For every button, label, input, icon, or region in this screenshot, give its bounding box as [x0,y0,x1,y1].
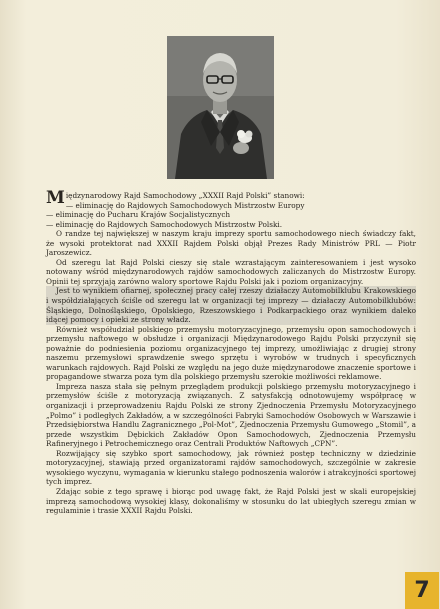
body-paragraph: Impreza nasza stała się pełnym przeglądem produkcji polskiego przemysłu motoryzacyjnego i przemysłów ściśle z motoryzacją związanych. Z satysfakcją odnotowujemy współpracę w organizacji i przeprowadzeniu Rajdu Polski ze strony Zjednoczenia Przemysłu Motoryzacyjnego „Polmo” i podległych Zakładów, a w szczególności Fabryki Samochodów Osobowych w Warszawie i Przedsiębiorstwa Handlu Zagranicznego „Pol-Mot”, Zjednoczenia Przemysłu Gumowego „Stomil”, a przede wszystkim Dębickich Zakładów Opon Samochodowych, Zjednoczenia Przemysłu Rafineryjnego i Petrochemicznego oraz Centrali Produktów Naftowych „CPN”. [46,381,416,449]
intro-lead: iędzynarodowy Rajd Samochodowy „XXXII Rajd Polski” stanowi: [65,191,305,200]
body-paragraph: Zdając sobie z tego sprawę i biorąc pod uwagę fakt, że Rajd Polski jest w skali europejskiej imprezą samochodową wysokiej klasy, dokonaliśmy w stosunku do lat ubiegłych szeregu zmian w regulaminie i trasie XXXII Rajdu Polski. [46,486,416,516]
body-paragraph: O randze tej największej w naszym kraju imprezy sportu samochodowego niech świadczy fakt, że wysoki protektorat nad XXXII Rajdem Polski objął Prezes Rady Ministrów PRL — Piotr Jaroszewicz. [46,229,416,258]
page-number: 7 [405,572,439,609]
portrait-photo [167,36,274,179]
list-item: — eliminację do Pucharu Krajów Socjalistycznych [46,210,231,220]
list-item: — eliminację do Rajdowych Samochodowych Mistrzostw Polski. [46,219,283,229]
body-paragraph: Od szeregu lat Rajd Polski cieszy się stale wzrastającym zainteresowaniem i jest wysoko notowany wśród międzynarodowych rajdów samochodowych zaliczanych do Mistrzostw Europy. Opinii tej sprzyjają zarówno walory sportowe Rajdu Polski jak i poziom organizacyjny. [46,257,416,286]
list-item: — eliminację do Rajdowych Samochodowych Mistrzostw Europy [65,200,305,210]
body-paragraph: Również współudział polskiego przemysłu motoryzacyjnego, przemysłu opon samochodowych i przemysłu naftowego w obsłudze i organizacji Międzynarodowego Rajdu Polski przyczynił się poważnie do podniesienia poziomu organizacyjnego tej imprezy, umożliwiając z drugiej strony naszemu przemysłowi sprawdzenie swego sprzętu i wyrobów w trudnych i specyficznych warunkach rajdowych. Rajd Polski ze względu na jego duże międzynarodowe znaczenie sportowe i propagandowe stwarza poza tym dla polskiego przemysłu szerokie możliwości reklamowe. [46,324,416,382]
body-paragraph: Rozwijający się szybko sport samochodowy, jak również postęp techniczny w dziedzinie motoryzacyjnej, stawiają przed organizatorami rajdów samochodowych, szczególnie w zakresie wysokiego wyczynu, wymagania w kierunku stałego podnoszenia walorów i atrakcyjności sportowej tych imprez. [46,448,416,487]
article-body [46,188,416,516]
body-paragraph: Jest to wynikiem ofiarnej, społecznej pracy całej rzeszy działaczy Automobilklubu Krakowskiego i współdziałających ściśle od szeregu lat w organizacji tej imprezy — działaczy Automobilklubów: Śląskiego, Dolnośląskiego, Opolskiego, Rzeszowskiego i Podkarpackiego oraz wynikiem daleko idącej pomocy i opieki ze strony władz. [46,286,416,325]
elimination-list [46,201,416,230]
drop-cap: M [46,188,65,208]
portrait-illustration [167,36,274,179]
